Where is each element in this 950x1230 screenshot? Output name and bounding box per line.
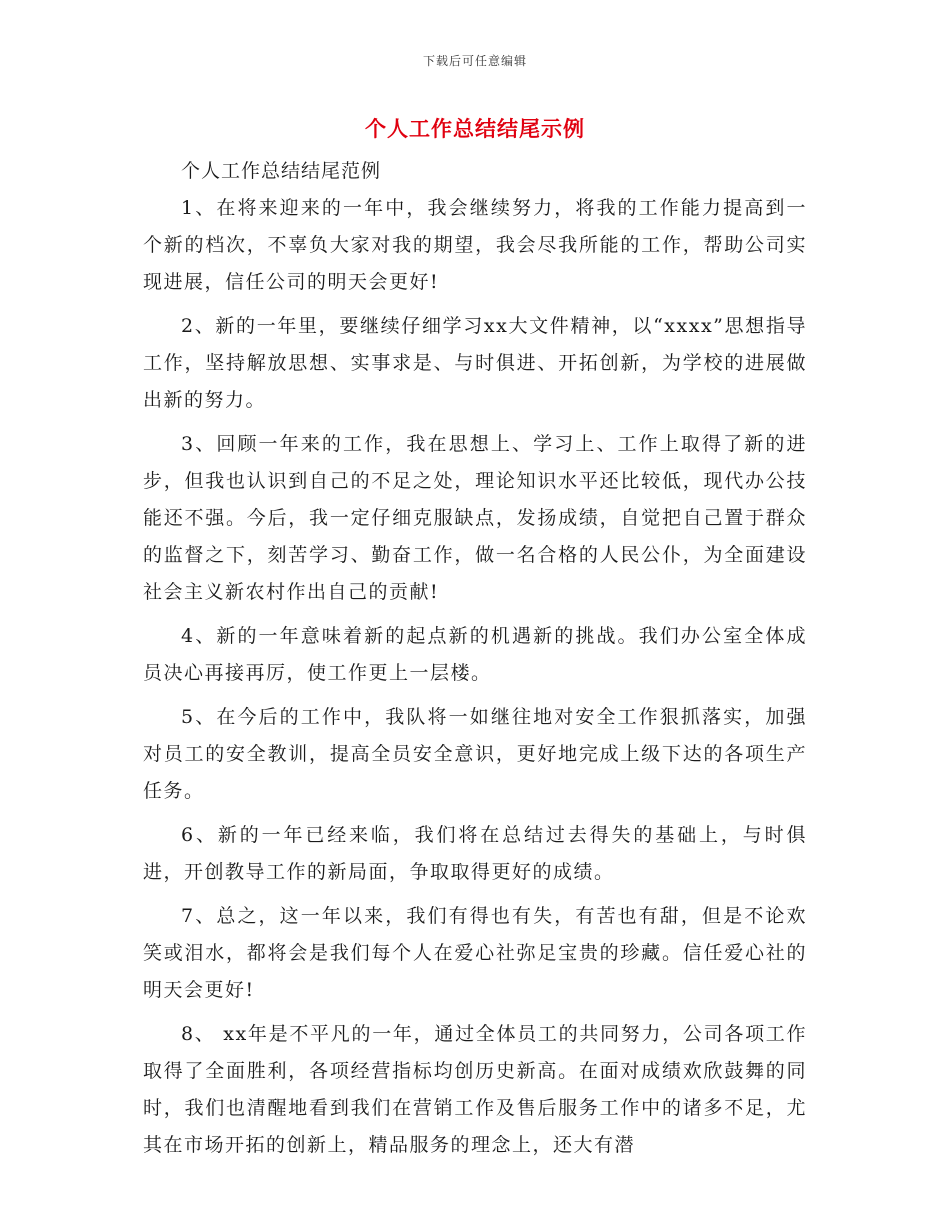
paragraph-8: 8、 xx年是不平凡的一年，通过全体员工的共同努力，公司各项工作取得了全面胜利，各项经营指标均创历史新高。在面对成绩欢欣鼓舞的同时，我们也清醒地看到我们在营销工作及售后服务工作中的诸多不足，尤其在市场开拓的创新上，精品服务的理念上，还大有潜 <box>143 1023 807 1156</box>
paragraph-3: 3、回顾一年来的工作，我在思想上、学习上、工作上取得了新的进步，但我也认识到自己的不足之处，理论知识水平还比较低，现代办公技能还不强。今后，我一定仔细克服缺点，发扬成绩，自觉把自己置于群众的监督之下，刻苦学习、勤奋工作，做一名合格的人民公仆，为全面建设社会主义新农村作出自己的贡献! <box>143 433 807 603</box>
document-body <box>143 153 807 1171</box>
page-header-note: 下载后可任意编辑 <box>422 54 527 68</box>
paragraph-6: 6、新的一年已经来临，我们将在总结过去得失的基础上，与时俱进，开创教导工作的新局面，争取取得更好的成绩。 <box>143 824 807 883</box>
paragraph-1: 1、在将来迎来的一年中，我会继续努力，将我的工作能力提高到一个新的档次，不辜负大家对我的期望，我会尽我所能的工作，帮助公司实现进展，信任公司的明天会更好! <box>143 197 807 293</box>
paragraph-4: 4、新的一年意味着新的起点新的机遇新的挑战。我们办公室全体成员决心再接再厉，使工作更上一层楼。 <box>143 625 807 684</box>
paragraph-5: 5、在今后的工作中，我队将一如继往地对安全工作狠抓落实，加强对员工的安全教训，提高全员安全意识，更好地完成上级下达的各项生产任务。 <box>143 706 807 802</box>
document-subtitle: 个人工作总结结尾范例 <box>181 160 382 182</box>
document-title: 个人工作总结结尾示例 <box>365 116 585 141</box>
paragraph-7: 7、总之，这一年以来，我们有得也有失，有苦也有甜，但是不论欢笑或泪水，都将会是我们每个人在爱心社弥足宝贵的珍藏。信任爱心社的明天会更好! <box>143 905 807 1001</box>
paragraph-2: 2、新的一年里，要继续仔细学习xx大文件精神，以“xxxx”思想指导工作，坚持解放思想、实事求是、与时俱进、开拓创新，为学校的进展做出新的努力。 <box>143 315 807 411</box>
